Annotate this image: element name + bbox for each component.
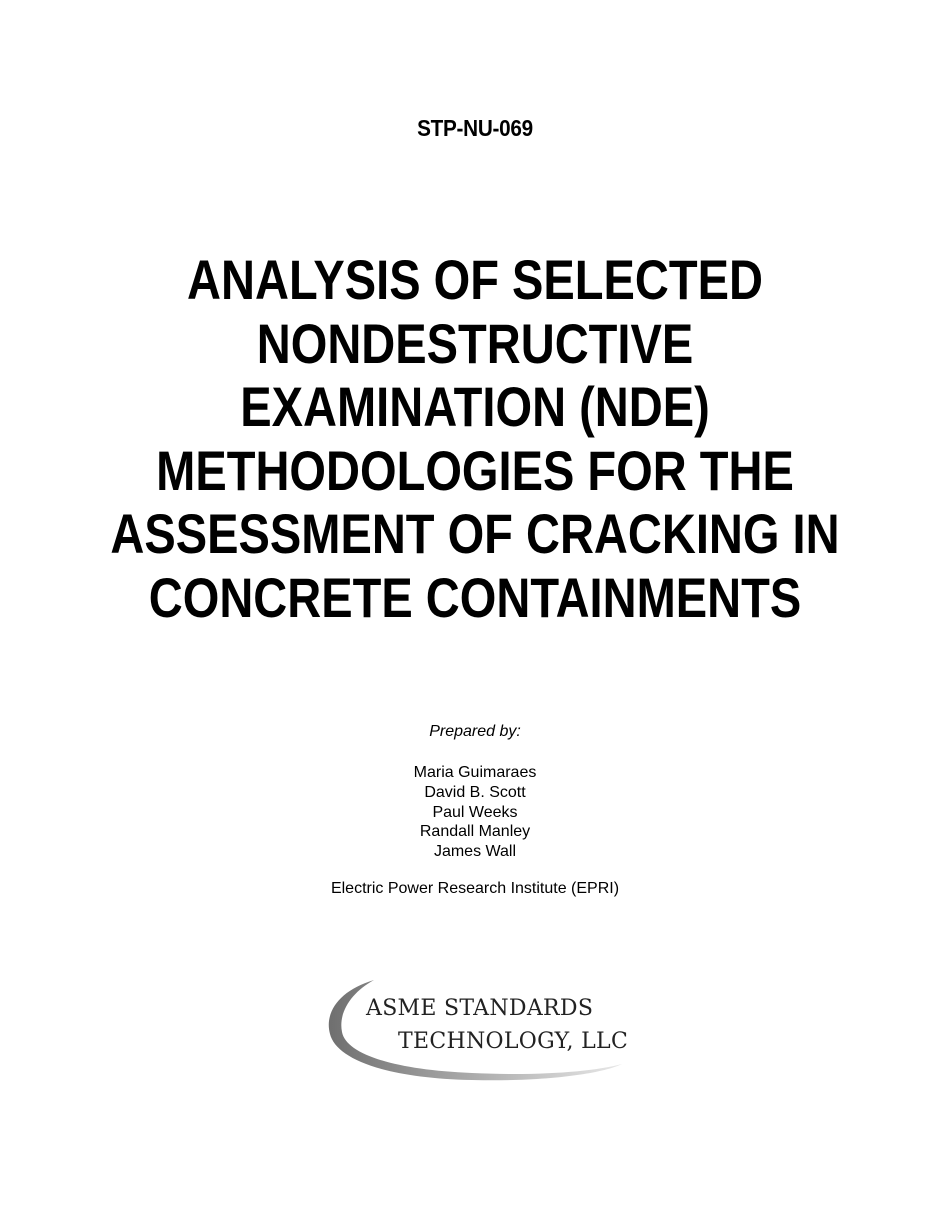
- logo-text-line-1: ASME STANDARDS: [366, 996, 594, 1021]
- title-line: ANALYSIS OF SELECTED: [187, 248, 763, 311]
- asme-standards-technology-logo: [322, 972, 632, 1087]
- document-title: [0, 248, 950, 629]
- title-line: METHODOLOGIES FOR THE: [156, 438, 794, 502]
- author-name: Paul Weeks: [432, 803, 518, 821]
- logo-text-line-2: TECHNOLOGY, LLC: [398, 1029, 629, 1054]
- author-name: James Wall: [433, 843, 517, 861]
- author-list: [0, 763, 950, 862]
- author-name: David B. Scott: [424, 783, 526, 801]
- title-line: ASSESSMENT OF CRACKING IN: [110, 502, 840, 565]
- author-name: Maria Guimaraes: [413, 764, 537, 781]
- report-number: STP-NU-069: [417, 115, 533, 141]
- organization-name: Electric Power Research Institute (EPRI): [330, 880, 620, 897]
- author-name: Randall Manley: [419, 823, 531, 841]
- title-line: CONCRETE CONTAINMENTS: [148, 565, 802, 629]
- title-line: EXAMINATION (NDE): [240, 375, 710, 438]
- title-line: NONDESTRUCTIVE: [256, 311, 694, 375]
- prepared-by-label: Prepared by:: [429, 723, 521, 740]
